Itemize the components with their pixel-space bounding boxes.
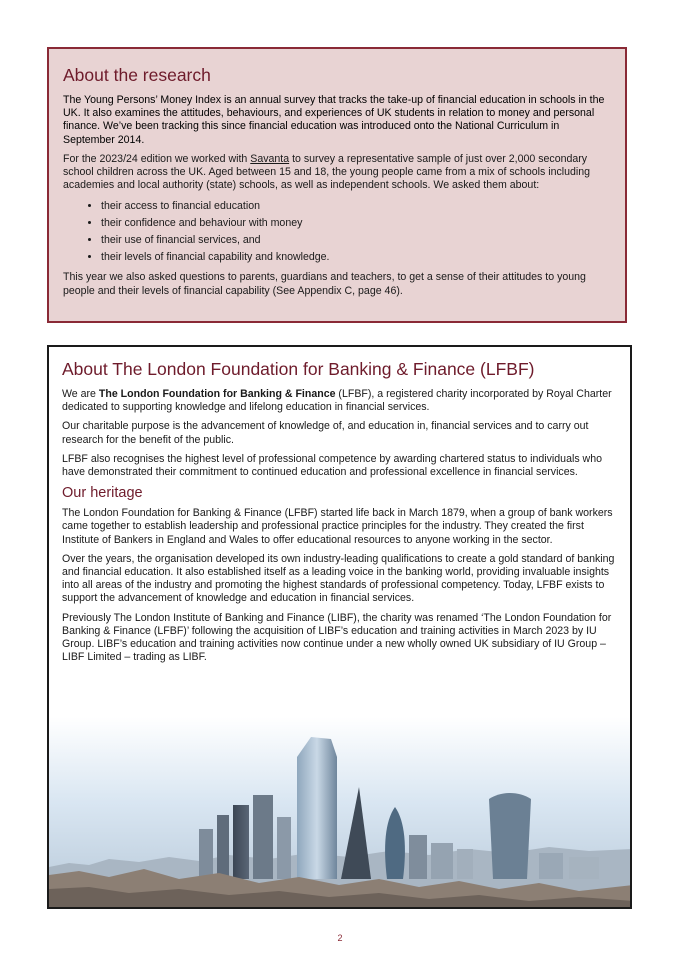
- research-parents-note: This year we also asked questions to parents, guardians and teachers, to get a sense of their attitudes to young people and their levels of financial capability (See Appendix C, page 46).: [63, 271, 586, 297]
- lfbf-chartered: LFBF also recognises the highest level of professional competence by awarding chartered status to individuals who have demonstrated their commitment to continued education and professional excellence in financial services.: [62, 452, 602, 479]
- research-title: About the research: [63, 65, 211, 85]
- research-method-pre: For the 2023/24 edition we worked with: [63, 152, 251, 165]
- heritage-p3: Previously The London Institute of Banking and Finance (LIBF), the charity was renamed ‘The London Foundation for Banking & Finance (LFBF)’ following the acquisition of LIBF’s education and training activities in March 2023 by IU Group. LIBF’s education and training activities now continue under a new wholly owned UK subsidiary of IU Group – LIBF Limited – trading as LIBF.: [62, 611, 612, 664]
- lfbf-purpose: Our charitable purpose is the advancement of knowledge of, and education in, financial services and to carry out research for the benefit of the public.: [62, 420, 589, 446]
- research-method: [63, 153, 611, 193]
- research-intro: [63, 94, 611, 147]
- about-research-panel: [47, 47, 627, 323]
- research-method-post: to survey a representative sample of just over 2,000 secondary school children across the UK. Aged between 15 and 18, the young people came from a mix of schools including academies and local authority (state) schools, as well as independent schools. We asked them about:: [63, 152, 591, 192]
- research-intro-text: The Young Persons’ Money Index is an annual survey that tracks the take-up of financial education in schools in the UK. It also examines the attitudes, behaviours, and experiences of UK students in relation to money and personal finance. We’ve been tracking this since financial education was introduced onto the National Curriculum in September 2014.: [63, 94, 605, 146]
- list-item: • their confidence and behaviour with money: [101, 215, 611, 232]
- lfbf-intro-post: (LFBF), a registered charity incorporated by Royal Charter dedicated to supporting knowledge and lifelong education in financial services.: [62, 388, 612, 414]
- page-number: 2: [337, 933, 343, 943]
- heritage-p1: The London Foundation for Banking & Finance (LFBF) started life back in March 1879, when a group of bank workers came together to establish leadership and professional practice principles for the industry. They created the first Institute of Bankers in England and Wales to offer educational resources to anyone working in the sector.: [62, 507, 613, 546]
- list-item: • their levels of financial capability and knowledge.: [101, 249, 611, 266]
- heritage-title: Our heritage: [62, 485, 143, 502]
- lfbf-title: About The London Foundation for Banking & Finance (LFBF): [62, 359, 535, 379]
- list-item: • their access to financial education: [101, 198, 611, 215]
- heritage-p2: Over the years, the organisation developed its own industry-leading qualifications to create a gold standard of banking and financial education. It also established itself as a leading voice in the banking world, providing invaluable insights into all areas of the industry and promoting the highest standards of professional competency. Today, LFBF exists to support the advancement of knowledge and education in financial services.: [62, 552, 615, 605]
- lfbf-intro-name: The London Foundation for Banking & Finance: [98, 388, 336, 400]
- research-topics-list: [63, 198, 611, 266]
- savanta-link[interactable]: Savanta: [250, 152, 290, 165]
- list-item: • their use of financial services, and: [101, 232, 611, 249]
- about-lfbf-panel: [47, 345, 632, 909]
- london-skyline-image: [49, 717, 632, 907]
- lfbf-intro: [62, 388, 617, 414]
- lfbf-intro-pre: We are: [62, 388, 99, 400]
